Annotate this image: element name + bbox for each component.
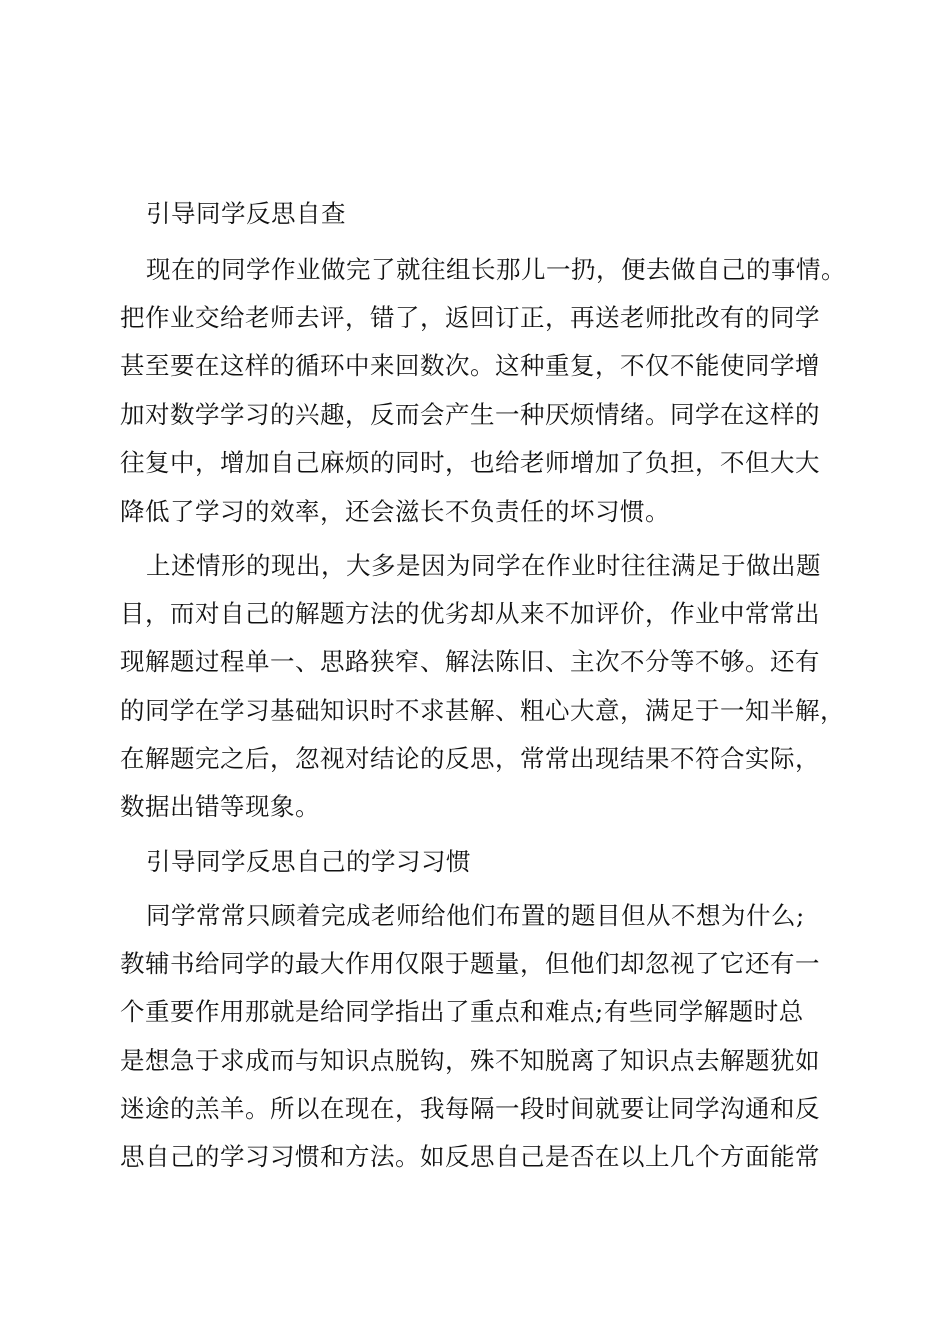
paragraph-line: 加对数学学习的兴趣，反而会产生一种厌烦情绪。同学在这样的 <box>120 400 820 429</box>
section-heading: 引导同学反思自己的学习习惯 <box>146 847 471 876</box>
paragraph-line: 现解题过程单一、思路狭窄、解法陈旧、主次不分等不够。还有 <box>120 647 820 676</box>
section-heading: 引导同学反思自查 <box>146 199 346 228</box>
paragraph-line: 把作业交给老师去评，错了，返回订正，再送老师批改有的同学 <box>120 303 820 332</box>
paragraph-line: 个重要作用那就是给同学指出了重点和难点;有些同学解题时总 <box>120 997 804 1026</box>
paragraph-line: 迷途的羔羊。所以在现在，我每隔一段时间就要让同学沟通和反 <box>120 1094 820 1123</box>
paragraph-line: 思自己的学习习惯和方法。如反思自己是否在以上几个方面能常 <box>120 1142 820 1171</box>
paragraph-line: 往复中，增加自己麻烦的同时，也给老师增加了负担，不但大大 <box>120 448 820 477</box>
paragraph-line: 同学常常只顾着完成老师给他们布置的题目但从不想为什么; <box>146 901 805 930</box>
paragraph-line: 上述情形的现出，大多是因为同学在作业时往往满足于做出题 <box>146 551 821 580</box>
paragraph-line: 现在的同学作业做完了就往组长那儿一扔，便去做自己的事情。 <box>146 255 846 284</box>
paragraph-line: 的同学在学习基础知识时不求甚解、粗心大意，满足于一知半解， <box>120 696 845 725</box>
paragraph-line: 降低了学习的效率，还会滋长不负责任的坏习惯。 <box>120 497 670 526</box>
paragraph-line: 目，而对自己的解题方法的优劣却从来不加评价，作业中常常出 <box>120 599 820 628</box>
paragraph-line: 是想急于求成而与知识点脱钩，殊不知脱离了知识点去解题犹如 <box>120 1046 820 1075</box>
paragraph-line: 在解题完之后，忽视对结论的反思，常常出现结果不符合实际， <box>120 744 820 773</box>
paragraph-line: 数据出错等现象。 <box>120 792 320 821</box>
paragraph-line: 教辅书给同学的最大作用仅限于题量，但他们却忽视了它还有一 <box>120 949 820 978</box>
paragraph-line: 甚至要在这样的循环中来回数次。这种重复，不仅不能使同学增 <box>120 351 820 380</box>
